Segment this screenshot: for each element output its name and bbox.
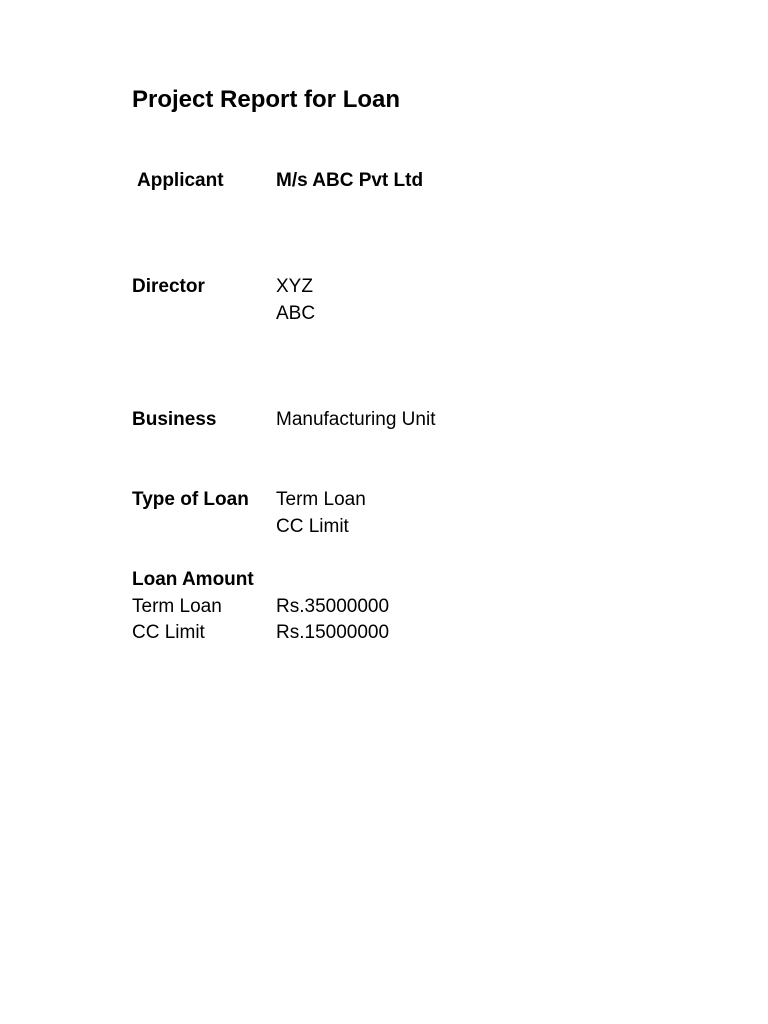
loan-amount-heading: Loan Amount [132,569,254,590]
applicant-label: Applicant [137,170,224,191]
loan-amount-row-value: Rs.15000000 [276,622,390,643]
director-value-2: ABC [276,303,316,324]
document-title: Project Report for Loan [132,86,401,113]
business-label: Business [132,409,217,430]
applicant-value: M/s ABC Pvt Ltd [276,170,424,191]
type-of-loan-value-1: Term Loan [276,489,366,510]
director-label: Director [132,276,205,297]
director-value-1: XYZ [276,276,313,297]
business-value: Manufacturing Unit [276,409,436,430]
type-of-loan-value-2: CC Limit [276,516,349,537]
loan-amount-row-label: Term Loan [132,596,222,617]
loan-amount-row-label: CC Limit [132,622,205,643]
loan-amount-row-value: Rs.35000000 [276,596,390,617]
type-of-loan-label: Type of Loan [132,489,249,510]
